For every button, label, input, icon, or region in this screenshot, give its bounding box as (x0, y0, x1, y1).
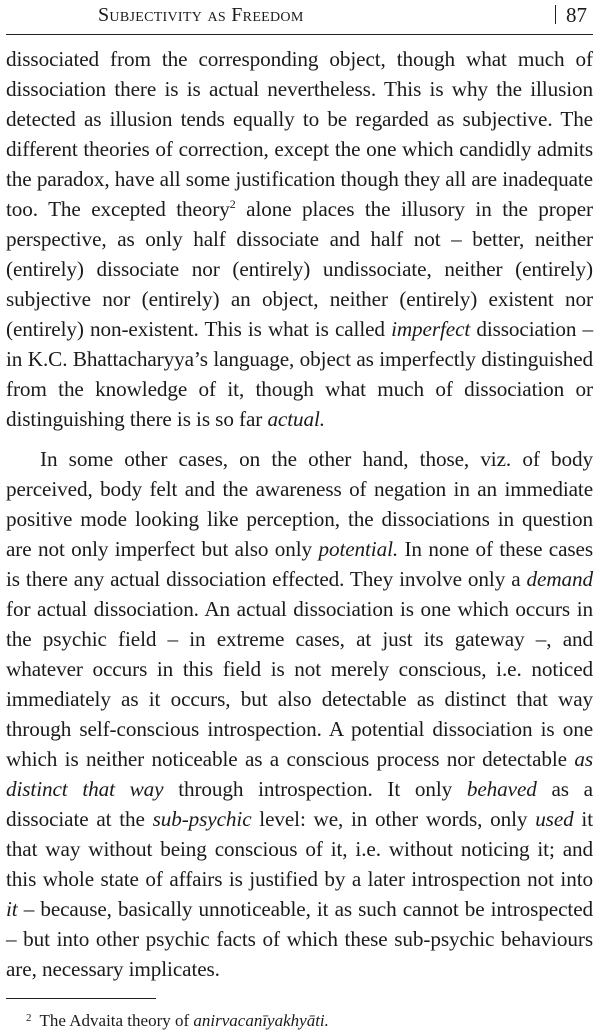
footnote-divider (6, 998, 156, 999)
page-number-value: 87 (566, 3, 587, 27)
text-segment: – because, basically unnoticeable, it as such cannot be introspected – but into other psychic facts of which these sub-psychic behaviours are, necessary implicates. (6, 897, 593, 981)
body-text (6, 44, 593, 984)
footnote-italic-term: anirvacanīyakhyāti. (193, 1011, 329, 1030)
paragraph-1 (6, 44, 593, 434)
text-segment: alone places the illusory in the proper perspective, as only half dissociate and half not – better, neither (entirely) dissociate nor (entirely) undissociate, neither (entirely) subjective nor (entirely) an object, neither (entirely) existent nor (entirely) non-existent. This is what is called (6, 197, 593, 341)
italic-term: behaved (466, 777, 537, 801)
italic-term: as distinct that way (6, 747, 593, 801)
text-segment: through introspection. It only (163, 777, 467, 801)
text-segment: it that way without being conscious of it, i.e. without noticing it; and this whole state of affairs is justified by a later introspection not into (6, 807, 593, 891)
folio-divider (555, 5, 557, 24)
italic-term: it (6, 897, 18, 921)
text-segment: In some other cases, on the other hand, those, viz. of body perceived, body felt and the awareness of negation in an immediate positive mode looking like perception, the dissociations in question are not only imperfect but also only (6, 447, 593, 561)
italic-term: used (535, 807, 574, 831)
footnote-2 (6, 1007, 593, 1032)
italic-term: sub-psychic (152, 807, 252, 831)
running-head-title: Subjectivity as Freedom (98, 4, 304, 26)
text-segment: dissociated from the corresponding object, though what much of dissociation there is is actual nevertheless. This is why the illusion detected as illusion tends equally to be regarded as subjective. The different theories of correction, except the one which candidly admits the paradox, have all some justification though they all are inadequate too. The excepted theory (6, 47, 593, 221)
text-segment: as a dissociate at the (6, 777, 593, 831)
text-segment: In none of these cases is there any actual dissociation effected. They involve only a (6, 537, 593, 591)
footnote-marker: 2 (26, 1012, 32, 1024)
paragraph-2 (6, 444, 593, 984)
italic-term: actual. (267, 407, 325, 431)
italic-term: potential. (318, 537, 399, 561)
text-segment: dissociation – in K.C. Bhattacharyya’s language, object as imperfectly distinguished from the knowledge of it, though what much of dissociation or distinguishing there is is so far (6, 317, 593, 431)
italic-term: imperfect (391, 317, 471, 341)
footnote-reference: 2 (229, 197, 236, 211)
running-head (6, 0, 593, 35)
page-number (555, 3, 588, 28)
text-segment: level: we, in other words, only (251, 807, 536, 831)
text-segment: for actual dissociation. An actual dissociation is one which occurs in the psychic field – in extreme cases, at just its gateway –, and whatever occurs in this field is not merely conscious, i.e. noticed immediately as it occurs, but also detectable as distinct that way through self-conscious introspection. A potential dissociation is one which is neither noticeable as a conscious process nor detectable (6, 597, 593, 771)
italic-term: demand (526, 567, 593, 591)
footnote-text: The Advaita theory of (39, 1011, 194, 1030)
